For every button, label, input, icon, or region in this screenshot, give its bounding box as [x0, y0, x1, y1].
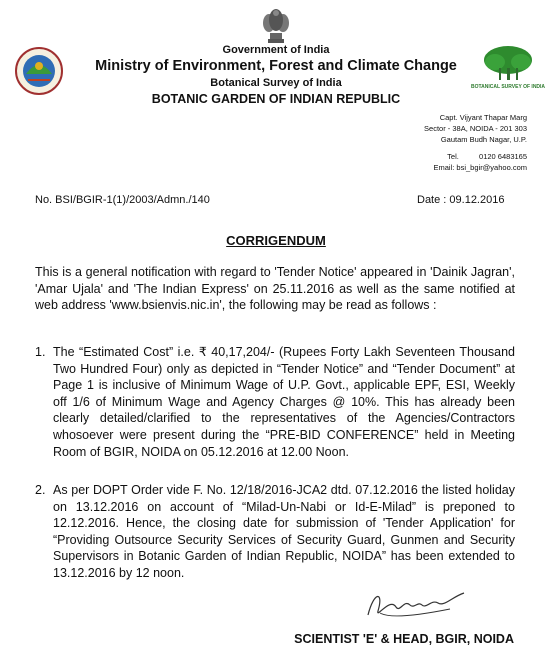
- header-garden: BOTANIC GARDEN OF INDIAN REPUBLIC: [151, 92, 401, 106]
- list-item: [35, 344, 515, 460]
- address-line: Sector - 38A, NOIDA - 201 303: [424, 124, 527, 133]
- signer-designation: SCIENTIST 'E' & HEAD, BGIR, NOIDA: [294, 632, 514, 646]
- right-logo-text: BOTANICAL SURVEY OF INDIA: [470, 84, 546, 90]
- telephone-label: Tel.: [447, 152, 459, 161]
- list-item-text: The “Estimated Cost” i.e. ₹ 40,17,204/- (Rupees Forty Lakh Seventeen Thousand Two Hundred Four) only as depicted in “Tender Notice” and “Tender Document” at Page 1 is inclusive of Minimum Wage of U.P. Govt., applicable EPF, ESI, Weekly off 1/6 of Minimum Wage and Agency Charges @ 10%. This has already been clearly detailed/clarified to the representatives of the Agencies/Contractors whosoever were present during the “PRE-BID CONFERENCE” held in Meeting Room of BGIR, NOIDA on 05.12.2016 at 12.00 Noon.: [53, 345, 515, 459]
- telephone: [424, 151, 527, 162]
- reference-number: No. BSI/BGIR-1(1)/2003/Admn./140: [35, 194, 210, 206]
- signature-image: [360, 585, 472, 625]
- list-item: [35, 482, 515, 582]
- telephone-value: 0120 6483165: [479, 152, 527, 161]
- national-emblem-icon: [258, 5, 294, 45]
- intro-paragraph: This is a general notification with regard to 'Tender Notice' appeared in 'Dainik Jagran', 'Amar Ujala' and 'The Indian Express' on 25.11.2016 as well as the same notified at web address 'www.bsienvis.nic.in', the following may be read as follows :: [35, 265, 515, 313]
- email-address: Email: bsi_bgir@yahoo.com: [433, 163, 527, 172]
- address-line: Gautam Budh Nagar, U.P.: [440, 135, 527, 144]
- header-government: Government of India: [222, 44, 330, 56]
- list-item-number: 2.: [35, 483, 46, 497]
- document-title: [0, 233, 552, 248]
- document-date: Date : 09.12.2016: [417, 194, 505, 206]
- address-line: Capt. Vijyant Thapar Marg: [439, 113, 527, 122]
- address-block: [424, 112, 527, 173]
- list-item-text: As per DOPT Order vide F. No. 12/18/2016-JCA2 dtd. 07.12.2016 the listed holiday on 13.12.2016 on account of “Milad-Un-Nabi or Id-E-Milad” is preponed to 12.12.2016. Hence, the closing date for submission of 'Tender Application' for “Providing Outsource Security Services of Security Guard, Gunmen and Security Supervisors in Botanic Garden of Indian Republic, NOIDA” has been extended to 13.12.2016 by 12 noon.: [53, 483, 515, 580]
- list-item-number: 1.: [35, 345, 46, 359]
- header-survey: Botanical Survey of India: [210, 77, 342, 89]
- header-ministry: Ministry of Environment, Forest and Climate Change: [95, 58, 457, 74]
- title-text: CORRIGENDUM: [226, 233, 326, 248]
